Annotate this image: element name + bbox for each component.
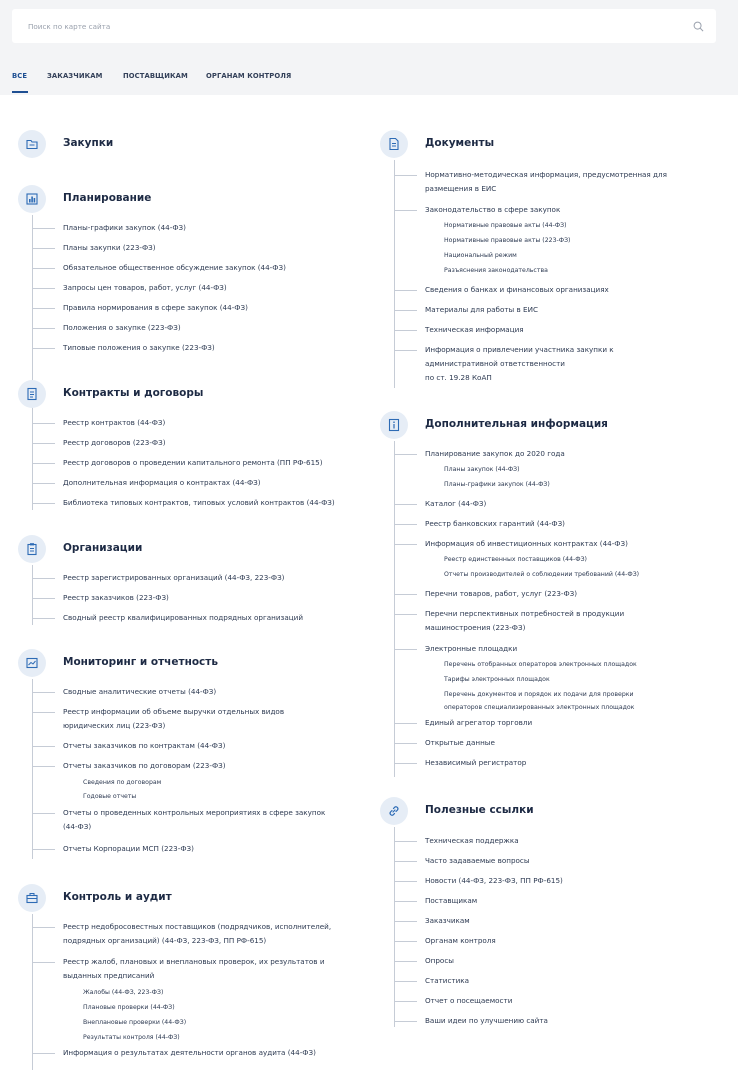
list-item[interactable]: Информация об инвестиционных контрактах (44-ФЗ): [425, 536, 628, 552]
list-item[interactable]: Реестр недобросовестных поставщиков (подрядчиков, исполнителей,: [63, 919, 331, 935]
sub-item[interactable]: Отчеты производителей о соблюдении требований (44-ФЗ): [444, 571, 640, 578]
list-item[interactable]: Библиотека типовых контрактов, типовых условий контрактов (44-ФЗ): [63, 495, 335, 511]
list-item[interactable]: Реестр заказчиков (223-ФЗ): [63, 590, 169, 606]
list-item[interactable]: Планы закупки (223-ФЗ): [63, 240, 156, 256]
list-item-continued[interactable]: юридических лиц (223-ФЗ): [63, 721, 166, 730]
list-item-continued[interactable]: подрядных организаций) (44-ФЗ, 223-ФЗ, ПП РФ-615): [63, 936, 267, 945]
list-item[interactable]: Реестр договоров о проведении капитального ремонта (ПП РФ-615): [63, 455, 323, 471]
list-item[interactable]: Новости (44-ФЗ, 223-ФЗ, ПП РФ-615): [425, 873, 563, 889]
list-item[interactable]: Реестр информации об объеме выручки отдельных видов: [63, 704, 284, 720]
tree-line: [32, 410, 33, 510]
list-item[interactable]: Планы-графики закупок (44-ФЗ): [63, 220, 186, 236]
search-input[interactable]: [12, 9, 716, 43]
list-item[interactable]: Реестр жалоб, плановых и внеплановых проверок, их результатов и: [63, 954, 325, 970]
sub-item[interactable]: Годовые отчеты: [83, 793, 137, 800]
tree-line: [32, 565, 33, 625]
search-box[interactable]: [12, 9, 716, 43]
list-item[interactable]: Планирование закупок до 2020 года: [425, 446, 565, 462]
list-item[interactable]: Ваши идеи по улучшению сайта: [425, 1013, 548, 1029]
list-item[interactable]: Сводный реестр квалифицированных подрядных организаций: [63, 610, 303, 626]
section-title[interactable]: Контракты и договоры: [63, 387, 204, 399]
list-item-continued[interactable]: выданных предписаний: [63, 971, 155, 980]
tab-control-bodies[interactable]: ОРГАНАМ КОНТРОЛЯ: [206, 72, 292, 80]
list-item[interactable]: Единый агрегатор торговли: [425, 715, 532, 731]
list-item[interactable]: Информация о привлечении участника закупки к: [425, 342, 614, 358]
list-item[interactable]: Законодательство в сфере закупок: [425, 202, 560, 218]
list-item-continued[interactable]: по ст. 19.28 КоАП: [425, 373, 492, 382]
sub-item[interactable]: Планы закупок (44-ФЗ): [444, 466, 520, 473]
list-item[interactable]: Нормативно-методическая информация, предусмотренная для: [425, 167, 667, 183]
sub-item[interactable]: Национальный режим: [444, 252, 517, 259]
document-lines-icon: [18, 380, 46, 408]
tree-line: [32, 914, 33, 1070]
sub-item[interactable]: Плановые проверки (44-ФЗ): [83, 1004, 175, 1011]
list-item[interactable]: Сводные аналитические отчеты (44-ФЗ): [63, 684, 216, 700]
section-title[interactable]: Закупки: [63, 137, 114, 149]
sub-item[interactable]: Перечень документов и порядок их подачи для проверки: [444, 691, 634, 698]
section-title[interactable]: Планирование: [63, 192, 152, 204]
tab-all[interactable]: ВСЕ: [12, 72, 28, 80]
sub-item[interactable]: Нормативные правовые акты (223-ФЗ): [444, 237, 571, 244]
search-icon[interactable]: [693, 21, 704, 32]
section-title[interactable]: Мониторинг и отчетность: [63, 656, 218, 668]
sub-item-continued[interactable]: операторов специализированных электронных площадок: [444, 704, 635, 711]
list-item[interactable]: Реестр банковских гарантий (44-ФЗ): [425, 516, 565, 532]
list-item-continued[interactable]: (44-ФЗ): [63, 822, 92, 831]
list-item[interactable]: Опросы: [425, 953, 454, 969]
tab-customers[interactable]: ЗАКАЗЧИКАМ: [47, 72, 103, 80]
list-item[interactable]: Перечни перспективных потребностей в продукции: [425, 606, 624, 622]
list-item[interactable]: Отчеты о проведенных контрольных мероприятиях в сфере закупок: [63, 805, 325, 821]
sub-item[interactable]: Нормативные правовые акты (44-ФЗ): [444, 222, 567, 229]
list-item[interactable]: Статистика: [425, 973, 469, 989]
tree-line: [394, 827, 395, 1027]
folder-icon: [18, 130, 46, 158]
link-icon: [380, 797, 408, 825]
list-item[interactable]: Техническая информация: [425, 322, 524, 338]
briefcase-icon: [18, 884, 46, 912]
sub-item[interactable]: Внеплановые проверки (44-ФЗ): [83, 1019, 187, 1026]
list-item[interactable]: Типовые положения о закупке (223-ФЗ): [63, 340, 215, 356]
list-item[interactable]: Дополнительная информация о контрактах (44-ФЗ): [63, 475, 261, 491]
list-item[interactable]: Отчеты Корпорации МСП (223-ФЗ): [63, 841, 194, 857]
list-item[interactable]: Органам контроля: [425, 933, 496, 949]
sub-item[interactable]: Тарифы электронных площадок: [444, 676, 550, 683]
sub-item[interactable]: Реестр единственных поставщиков (44-ФЗ): [444, 556, 587, 563]
list-item[interactable]: Информация о результатах деятельности органов аудита (44-ФЗ): [63, 1045, 316, 1061]
section-title[interactable]: Дополнительная информация: [425, 418, 608, 430]
section-title[interactable]: Контроль и аудит: [63, 891, 172, 903]
list-item[interactable]: Отчет о посещаемости: [425, 993, 512, 1009]
sub-item[interactable]: Результаты контроля (44-ФЗ): [83, 1034, 180, 1041]
list-item[interactable]: Обязательное общественное обсуждение закупок (44-ФЗ): [63, 260, 286, 276]
list-item[interactable]: Отчеты заказчиков по контрактам (44-ФЗ): [63, 738, 225, 754]
sub-item[interactable]: Планы-графики закупок (44-ФЗ): [444, 481, 550, 488]
list-item[interactable]: Отчеты заказчиков по договорам (223-ФЗ): [63, 758, 226, 774]
bar-chart-icon: [18, 185, 46, 213]
list-item[interactable]: Положения о закупке (223-ФЗ): [63, 320, 181, 336]
list-item[interactable]: Сведения о банках и финансовых организациях: [425, 282, 609, 298]
list-item[interactable]: Реестр договоров (223-ФЗ): [63, 435, 166, 451]
clipboard-icon: [18, 535, 46, 563]
list-item[interactable]: Каталог (44-ФЗ): [425, 496, 486, 512]
section-title[interactable]: Документы: [425, 137, 495, 149]
list-item[interactable]: Электронные площадки: [425, 641, 517, 657]
document-icon: [380, 130, 408, 158]
tree-line: [394, 441, 395, 777]
tree-line: [32, 679, 33, 859]
list-item[interactable]: Реестр контрактов (44-ФЗ): [63, 415, 165, 431]
list-item[interactable]: Реестр зарегистрированных организаций (44-ФЗ, 223-ФЗ): [63, 570, 284, 586]
list-item[interactable]: Материалы для работы в ЕИС: [425, 302, 538, 318]
list-item[interactable]: Поставщикам: [425, 893, 477, 909]
list-item[interactable]: Перечни товаров, работ, услуг (223-ФЗ): [425, 586, 577, 602]
sub-item[interactable]: Жалобы (44-ФЗ, 223-ФЗ): [83, 989, 164, 996]
active-tab-indicator: [12, 91, 28, 93]
list-item-continued[interactable]: машиностроения (223-ФЗ): [425, 623, 526, 632]
sitemap-panel: [0, 95, 738, 1070]
tab-suppliers[interactable]: ПОСТАВЩИКАМ: [123, 72, 188, 80]
list-item[interactable]: Запросы цен товаров, работ, услуг (44-ФЗ): [63, 280, 227, 296]
sub-item[interactable]: Сведения по договорам: [83, 779, 162, 786]
list-item-continued[interactable]: размещения в ЕИС: [425, 184, 497, 193]
section-title[interactable]: Организации: [63, 542, 143, 554]
list-item-continued[interactable]: административной ответственности: [425, 359, 565, 368]
sub-item[interactable]: Перечень отобранных операторов электронных площадок: [444, 661, 637, 668]
tree-line: [394, 160, 395, 388]
list-item[interactable]: Независимый регистратор: [425, 755, 526, 771]
list-item[interactable]: Часто задаваемые вопросы: [425, 853, 530, 869]
info-document-icon: [380, 411, 408, 439]
list-item[interactable]: Заказчикам: [425, 913, 470, 929]
list-item[interactable]: Техническая поддержка: [425, 833, 519, 849]
monitor-chart-icon: [18, 649, 46, 677]
sub-item[interactable]: Разъяснения законодательства: [444, 267, 548, 274]
list-item[interactable]: Открытые данные: [425, 735, 495, 751]
list-item[interactable]: Правила нормирования в сфере закупок (44-ФЗ): [63, 300, 248, 316]
section-title[interactable]: Полезные ссылки: [425, 804, 534, 816]
